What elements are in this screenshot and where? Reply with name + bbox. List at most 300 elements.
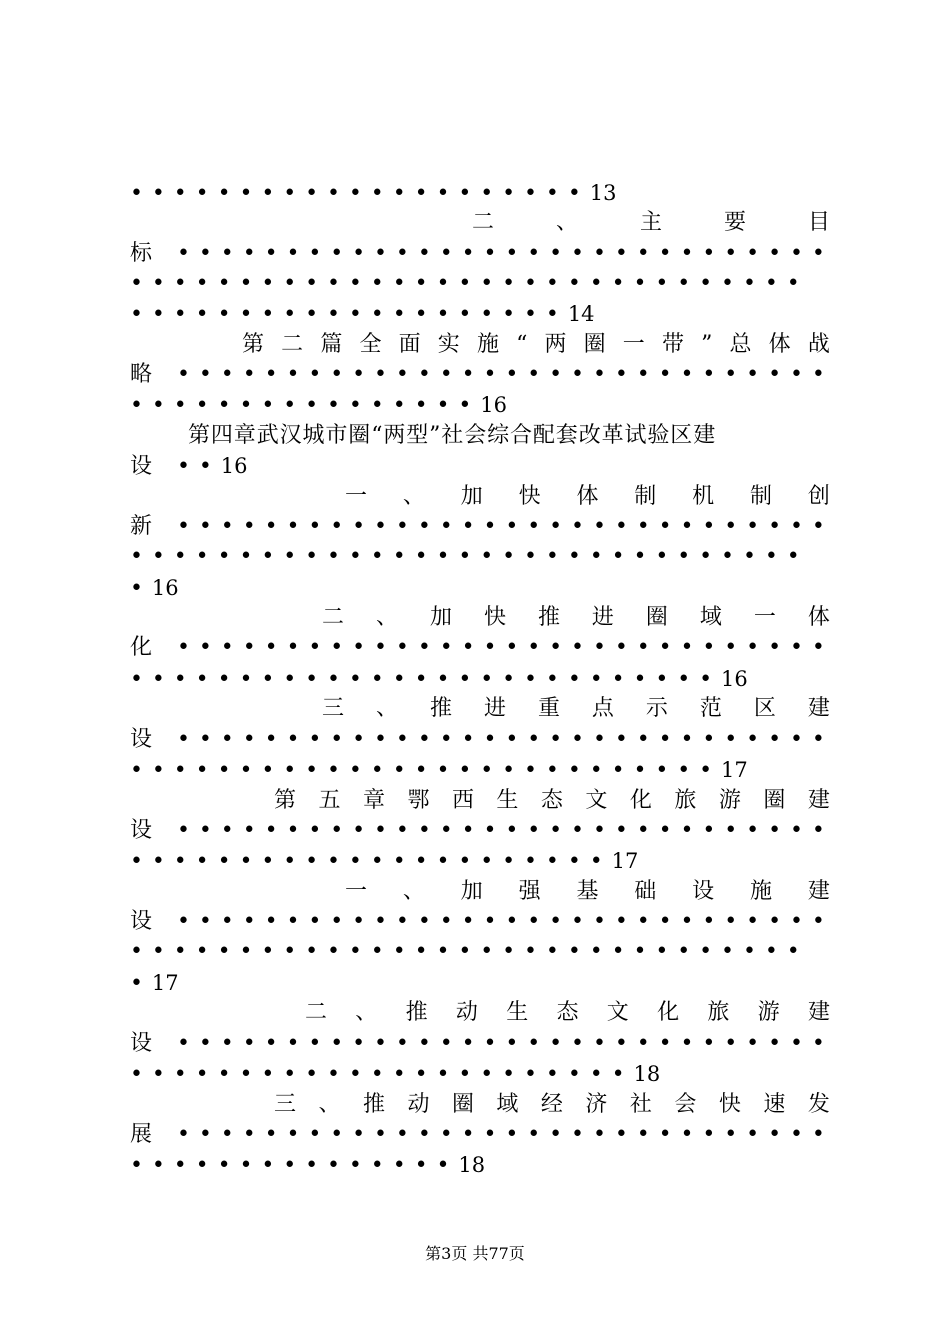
- leader-dot: •: [177, 514, 190, 539]
- toc-line: [130, 299, 830, 329]
- leader-dot: •: [261, 667, 275, 692]
- leader-dot: •: [524, 939, 538, 964]
- leader-dot: •: [239, 849, 253, 874]
- leader-dot: •: [699, 544, 713, 569]
- leader-dot: •: [352, 909, 366, 934]
- leader-dot: •: [768, 1031, 782, 1056]
- leader-dot: •: [370, 667, 384, 692]
- leader-dot: •: [592, 818, 606, 843]
- leader-dot: •: [589, 758, 603, 783]
- leader-dot: •: [480, 181, 494, 206]
- leader-dot: •: [217, 544, 231, 569]
- leader-dots: [130, 667, 721, 692]
- leader-dot: •: [348, 667, 362, 692]
- leader-dot: •: [283, 1153, 297, 1178]
- leader-dot: •: [242, 1031, 256, 1056]
- toc-line: [130, 239, 830, 269]
- leader-dot: •: [702, 1031, 716, 1056]
- leader-dot: •: [746, 362, 760, 387]
- heading-char: 面: [398, 332, 421, 357]
- leader-dot: •: [330, 1122, 344, 1147]
- heading-char: 体: [768, 332, 791, 357]
- leader-dot: •: [352, 1031, 366, 1056]
- leader-dot: •: [549, 1122, 563, 1147]
- leader-dot: •: [348, 849, 362, 874]
- heading-char: 进: [483, 696, 506, 721]
- leader-dot: •: [658, 1122, 672, 1147]
- leader-dot: •: [327, 271, 340, 296]
- leader-dot: •: [768, 727, 782, 752]
- leader-dot: •: [327, 667, 340, 692]
- heading-char: 加: [429, 605, 452, 630]
- heading-char: 圈: [763, 788, 786, 813]
- leader-dot: •: [173, 544, 187, 569]
- leader-dots: [130, 576, 152, 601]
- heading-char: 两: [544, 332, 567, 357]
- leader-dot: •: [768, 514, 782, 539]
- heading-char: 旅: [674, 788, 697, 813]
- leader-dot: •: [261, 1062, 275, 1087]
- leader-dot: •: [130, 576, 143, 601]
- leader-dot: •: [305, 758, 319, 783]
- page-number: 16: [220, 454, 248, 478]
- leader-dot: •: [308, 1031, 322, 1056]
- heading-char: 体: [576, 484, 599, 509]
- leader-dot: •: [264, 1031, 278, 1056]
- leader-dot: •: [680, 635, 694, 660]
- leader-dot: •: [130, 1153, 143, 1178]
- leader-dot: •: [702, 635, 716, 660]
- leader-dot: •: [261, 271, 275, 296]
- leader-dot: •: [283, 393, 297, 418]
- leader-dots: [130, 271, 809, 296]
- leader-dot: •: [768, 241, 782, 266]
- heading-char: 化: [657, 1000, 680, 1025]
- leader-dot: •: [636, 727, 650, 752]
- leader-dot: •: [195, 1153, 209, 1178]
- leader-dot: •: [439, 1031, 453, 1056]
- leader-dot: •: [505, 1122, 519, 1147]
- leader-dot: •: [549, 241, 563, 266]
- leader-dot: •: [177, 818, 190, 843]
- leader-dot: •: [348, 181, 362, 206]
- leader-dot: •: [746, 241, 760, 266]
- leader-dot: •: [724, 362, 738, 387]
- leader-dot: •: [721, 544, 735, 569]
- page-number: 18: [633, 1062, 661, 1086]
- leader-dot: •: [702, 1122, 716, 1147]
- heading-char: 强: [518, 879, 541, 904]
- leader-dot: •: [352, 241, 366, 266]
- heading-char: 示: [645, 696, 668, 721]
- heading-char: 础: [634, 879, 657, 904]
- leader-dot: •: [395, 362, 409, 387]
- leader-dot: •: [702, 241, 716, 266]
- leader-dot: •: [746, 1122, 760, 1147]
- leader-dot: •: [458, 1062, 472, 1087]
- leader-dot: •: [239, 667, 253, 692]
- leader-dot: •: [308, 241, 322, 266]
- leader-dot: •: [195, 271, 209, 296]
- leader-dot: •: [702, 909, 716, 934]
- leader-dot: •: [283, 849, 297, 874]
- leader-dot: •: [198, 241, 212, 266]
- leader-dot: •: [414, 1153, 428, 1178]
- heading-char: 一: [345, 484, 368, 509]
- leader-dot: •: [264, 818, 278, 843]
- leader-dots: [130, 1062, 633, 1087]
- toc-heading-tail: 设: [130, 454, 153, 479]
- leader-dot: •: [151, 393, 165, 418]
- leader-dot: •: [786, 271, 800, 296]
- heading-char: 建: [807, 879, 830, 904]
- heading-char: 游: [718, 788, 741, 813]
- leader-dot: •: [545, 849, 559, 874]
- heading-char: 西: [451, 788, 474, 813]
- leader-dot: •: [611, 667, 625, 692]
- leader-dot: •: [567, 544, 581, 569]
- leader-dot: •: [502, 544, 516, 569]
- leader-dot: •: [658, 909, 672, 934]
- leader-dot: •: [789, 514, 803, 539]
- leader-dot: •: [789, 241, 803, 266]
- leader-dot: •: [414, 849, 428, 874]
- toc-heading-text: [242, 330, 830, 360]
- leader-dot: •: [746, 635, 760, 660]
- heading-char: 态: [540, 788, 563, 813]
- leader-dot: •: [392, 271, 406, 296]
- leader-dot: •: [173, 1153, 187, 1178]
- heading-char: 、: [402, 879, 425, 904]
- leader-dot: •: [458, 667, 472, 692]
- leader-dot: •: [177, 362, 190, 387]
- leader-dot: •: [614, 909, 628, 934]
- leader-dot: •: [264, 1122, 278, 1147]
- leader-dot: •: [524, 302, 538, 327]
- leader-dot: •: [286, 514, 300, 539]
- leader-dot: •: [392, 1153, 406, 1178]
- leader-dot: •: [395, 1122, 409, 1147]
- leader-dot: •: [130, 302, 143, 327]
- heading-char: 章: [362, 788, 385, 813]
- leader-dot: •: [220, 362, 234, 387]
- heading-char: 域: [496, 1092, 519, 1117]
- leader-dot: •: [458, 758, 472, 783]
- leader-dot: •: [677, 758, 691, 783]
- leader-dot: •: [173, 271, 187, 296]
- heading-char: 济: [585, 1092, 608, 1117]
- leader-dot: •: [549, 1031, 563, 1056]
- leader-dot: •: [261, 181, 275, 206]
- leader-dots: [152, 362, 834, 387]
- leader-dot: •: [636, 909, 650, 934]
- leader-dot: •: [592, 909, 606, 934]
- leader-dot: •: [177, 635, 190, 660]
- leader-dot: •: [480, 667, 494, 692]
- leader-dot: •: [461, 514, 475, 539]
- toc-heading-tail: 设: [130, 727, 153, 752]
- toc-line: [130, 178, 830, 208]
- leader-dot: •: [524, 181, 538, 206]
- leader-dot: •: [195, 758, 209, 783]
- heading-char: 圈: [645, 605, 668, 630]
- leader-dot: •: [370, 758, 384, 783]
- leader-dot: •: [436, 939, 450, 964]
- leader-dot: •: [436, 758, 450, 783]
- heading-char: 总: [729, 332, 752, 357]
- toc-heading-text: [322, 694, 830, 724]
- heading-char: 推: [362, 1092, 385, 1117]
- leader-dot: •: [414, 302, 428, 327]
- leader-dot: •: [327, 181, 340, 206]
- leader-dot: •: [177, 454, 190, 479]
- leader-dot: •: [220, 514, 234, 539]
- leader-dot: •: [589, 544, 603, 569]
- heading-char: 区: [753, 696, 776, 721]
- leader-dot: •: [658, 818, 672, 843]
- heading-char: 域: [699, 605, 722, 630]
- leader-dot: •: [527, 1031, 541, 1056]
- heading-char: 加: [460, 879, 483, 904]
- leader-dot: •: [151, 544, 165, 569]
- heading-char: 三: [322, 696, 345, 721]
- toc-entry-heading: [305, 998, 830, 1028]
- leader-dot: •: [130, 271, 143, 296]
- leader-dot: •: [592, 514, 606, 539]
- leader-dot: •: [417, 909, 431, 934]
- leader-dot: •: [439, 362, 453, 387]
- leader-dot: •: [811, 241, 825, 266]
- leader-dot: •: [173, 302, 187, 327]
- leader-dot: •: [724, 727, 738, 752]
- leader-dot: •: [330, 514, 344, 539]
- leader-dot: •: [330, 1031, 344, 1056]
- leader-dot: •: [283, 667, 297, 692]
- leader-dot: •: [768, 635, 782, 660]
- leader-dot: •: [436, 1153, 450, 1178]
- leader-dots: [152, 727, 834, 752]
- leader-dot: •: [330, 635, 344, 660]
- leader-dot: •: [198, 1122, 212, 1147]
- leader-dots: [152, 635, 834, 660]
- leader-dot: •: [505, 514, 519, 539]
- leader-dot: •: [742, 544, 756, 569]
- leader-dot: •: [261, 939, 275, 964]
- toc-heading-text: [274, 1090, 830, 1120]
- leader-dot: •: [636, 1122, 650, 1147]
- leader-dot: •: [173, 181, 187, 206]
- heading-char: 基: [576, 879, 599, 904]
- leader-dot: •: [436, 393, 450, 418]
- leader-dot: •: [680, 909, 694, 934]
- leader-dot: •: [721, 939, 735, 964]
- leader-dot: •: [614, 514, 628, 539]
- leader-dot: •: [220, 241, 234, 266]
- leader-dot: •: [636, 241, 650, 266]
- heading-char: 篇: [320, 332, 343, 357]
- leader-dot: •: [177, 909, 190, 934]
- leader-dot: •: [461, 241, 475, 266]
- toc-line: [130, 816, 830, 846]
- leader-dot: •: [239, 181, 253, 206]
- leader-dot: •: [461, 1031, 475, 1056]
- leader-dots: [130, 544, 809, 569]
- leader-dot: •: [417, 514, 431, 539]
- heading-char: 速: [763, 1092, 786, 1117]
- leader-dot: •: [527, 727, 541, 752]
- leader-dot: •: [308, 1122, 322, 1147]
- toc-line: [130, 907, 830, 937]
- leader-dot: •: [392, 393, 406, 418]
- leader-dot: •: [461, 1122, 475, 1147]
- leader-dot: •: [283, 939, 297, 964]
- leader-dot: •: [786, 939, 800, 964]
- heading-char: 创: [807, 484, 830, 509]
- leader-dot: •: [177, 241, 190, 266]
- heading-char: 二: [305, 1000, 328, 1025]
- leader-dot: •: [370, 181, 384, 206]
- page-number: 18: [458, 1153, 486, 1177]
- leader-dot: •: [417, 635, 431, 660]
- toc-entry-heading: [274, 1090, 830, 1120]
- leader-dot: •: [195, 393, 209, 418]
- leader-dot: •: [461, 635, 475, 660]
- heading-char: 一: [345, 879, 368, 904]
- leader-dot: •: [198, 514, 212, 539]
- heading-char: 施: [476, 332, 499, 357]
- heading-char: ”: [701, 332, 713, 357]
- leader-dot: •: [458, 939, 472, 964]
- leader-dot: •: [151, 181, 165, 206]
- leader-dot: •: [348, 544, 362, 569]
- leader-dot: •: [502, 849, 516, 874]
- leader-dot: •: [811, 1031, 825, 1056]
- leader-dot: •: [217, 667, 231, 692]
- leader-dot: •: [764, 544, 778, 569]
- leader-dot: •: [461, 909, 475, 934]
- leader-dot: •: [151, 1153, 165, 1178]
- leader-dot: •: [483, 1031, 497, 1056]
- leader-dot: •: [348, 393, 362, 418]
- leader-dot: •: [395, 514, 409, 539]
- leader-dot: •: [611, 544, 625, 569]
- leader-dot: •: [217, 302, 231, 327]
- toc-heading-text: [345, 482, 830, 512]
- leader-dots: [152, 1031, 834, 1056]
- leader-dot: •: [524, 544, 538, 569]
- leader-dot: •: [436, 849, 450, 874]
- leader-dot: •: [439, 514, 453, 539]
- leader-dot: •: [348, 1153, 362, 1178]
- leader-dot: •: [261, 758, 275, 783]
- leader-dot: •: [567, 1062, 581, 1087]
- leader-dot: •: [261, 393, 275, 418]
- leader-dot: •: [680, 818, 694, 843]
- leader-dot: •: [327, 939, 340, 964]
- leader-dot: •: [502, 667, 516, 692]
- leader-dot: •: [483, 514, 497, 539]
- leader-dot: •: [527, 818, 541, 843]
- leader-dot: •: [545, 1062, 559, 1087]
- leader-dot: •: [261, 302, 275, 327]
- page-number: 16: [151, 576, 179, 600]
- leader-dot: •: [348, 758, 362, 783]
- leader-dot: •: [549, 635, 563, 660]
- leader-dot: •: [789, 1031, 803, 1056]
- leader-dot: •: [505, 241, 519, 266]
- leader-dot: •: [352, 1122, 366, 1147]
- heading-char: 、: [375, 605, 398, 630]
- leader-dot: •: [130, 181, 143, 206]
- heading-char: 范: [699, 696, 722, 721]
- leader-dot: •: [283, 544, 297, 569]
- heading-char: 二: [281, 332, 304, 357]
- leader-dot: •: [680, 241, 694, 266]
- leader-dot: •: [198, 454, 212, 479]
- leader-dot: •: [305, 1062, 319, 1087]
- heading-char: 五: [318, 788, 341, 813]
- toc-heading-text: [472, 208, 830, 238]
- leader-dot: •: [220, 1031, 234, 1056]
- leader-dot: •: [330, 241, 344, 266]
- leader-dot: •: [764, 939, 778, 964]
- leader-dot: •: [742, 271, 756, 296]
- leader-dot: •: [374, 727, 388, 752]
- leader-dot: •: [195, 939, 209, 964]
- heading-char: 快: [718, 1092, 741, 1117]
- heading-char: 推: [429, 696, 452, 721]
- leader-dot: •: [458, 302, 472, 327]
- leader-dot: •: [414, 1062, 428, 1087]
- leader-dot: •: [348, 939, 362, 964]
- leader-dot: •: [374, 514, 388, 539]
- leader-dot: •: [305, 271, 319, 296]
- leader-dot: •: [436, 302, 450, 327]
- leader-dot: •: [724, 514, 738, 539]
- leader-dot: •: [702, 514, 716, 539]
- heading-char: 二: [322, 605, 345, 630]
- heading-char: 战: [807, 332, 830, 357]
- leader-dot: •: [505, 818, 519, 843]
- toc-heading-tail: 设: [130, 818, 153, 843]
- leader-dot: •: [395, 727, 409, 752]
- heading-char: 加: [460, 484, 483, 509]
- leader-dot: •: [458, 544, 472, 569]
- leader-dot: •: [217, 181, 231, 206]
- leader-dot: •: [330, 909, 344, 934]
- heading-char: 化: [629, 788, 652, 813]
- leader-dot: •: [545, 544, 559, 569]
- leader-dot: •: [811, 818, 825, 843]
- toc-entry-heading: [274, 786, 830, 816]
- toc-line: [130, 1029, 830, 1059]
- leader-dot: •: [680, 1122, 694, 1147]
- leader-dot: •: [308, 818, 322, 843]
- leader-dots: [152, 241, 834, 266]
- leader-dot: •: [195, 1062, 209, 1087]
- leader-dot: •: [195, 667, 209, 692]
- leader-dot: •: [305, 181, 319, 206]
- heading-char: 旅: [707, 1000, 730, 1025]
- leader-dot: •: [524, 271, 538, 296]
- leader-dot: •: [545, 302, 559, 327]
- leader-dot: •: [151, 758, 165, 783]
- leader-dot: •: [264, 635, 278, 660]
- toc-line: [130, 664, 830, 694]
- leader-dot: •: [370, 544, 384, 569]
- page-number: 16: [721, 667, 748, 691]
- heading-char: “: [516, 332, 528, 357]
